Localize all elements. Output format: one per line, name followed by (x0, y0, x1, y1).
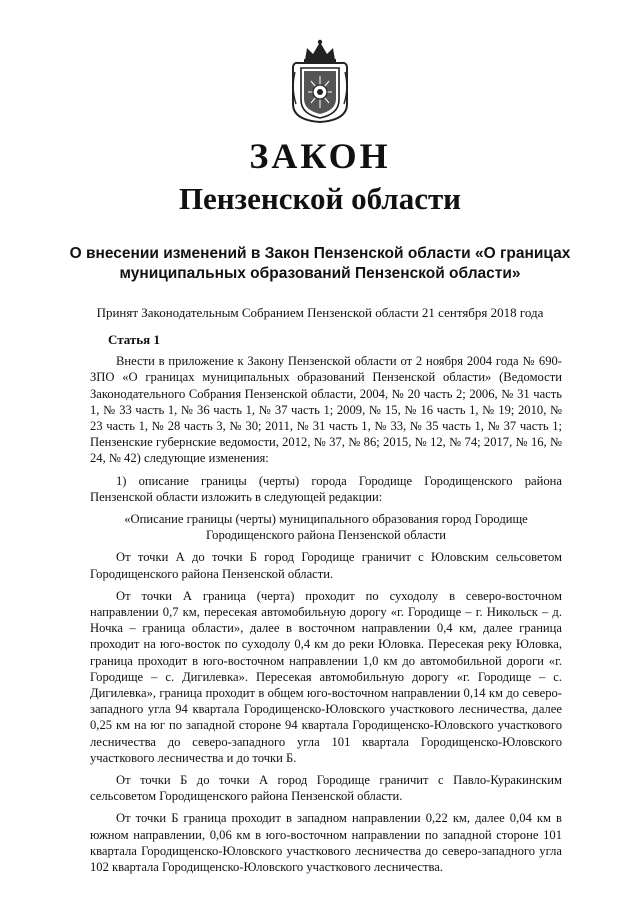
law-subject: О внесении изменений в Закон Пензенской области «О границах муниципальных образований Пензенской области» (69, 245, 571, 282)
coat-of-arms-icon (287, 38, 353, 124)
document-region: Пензенской области (178, 181, 462, 216)
document-title: ЗАКОН (249, 136, 391, 176)
article-heading: Статья 1 (108, 332, 160, 347)
boundary-paragraph: От точки Б до точки А город Городище граничит с Павло-Куракинским сельсоветом Городищенского района Пензенской области. (90, 773, 562, 804)
article-content (90, 332, 562, 881)
boundary-paragraph: От точки Б граница проходит в западном направлении 0,22 км, далее 0,04 км в южном направлении, 0,06 км в юго-восточном направлении по западной стороне 101 квартала Городищенско-Юловского участкового лесничества до северо-западного угла 102 квартала Городищенско-Юловского участкового лесничества. (90, 811, 562, 875)
boundary-paragraph: От точки А до точки Б город Городище граничит с Юловским сельсоветом Городищенского района Пензенской области. (90, 550, 562, 581)
article-paragraph: 1) описание границы (черты) города Городище Городищенского района Пензенской области изложить в следующей редакции: (90, 473, 562, 504)
article-paragraph: Внести в приложение к Закону Пензенской области от 2 ноября 2004 года № 690-ЗПО «О границах муниципальных образований Пензенской области» (Ведомости Законодательного Собрания Пензенской области, 2004, № 20 часть 2; 2006, № 31 часть 1, № 33 часть 1, № 36 часть 1, № 37 часть 1; 2009, № 15, № 16 часть 1, № 19; 2010, № 23 часть 1, № 28 часть 3, № 30; 2011, № 31 часть 1, № 33, № 35 часть 1, № 37 часть 1; Пензенские губернские ведомости, 2012, № 37, № 86; 2015, № 12, № 74; 2017, № 16, № 24, № 42) следующие изменения: (90, 354, 562, 466)
quoted-section-title: «Описание границы (черты) муниципального образования город Городище Городищенского района Пензенской области (124, 512, 528, 543)
adoption-note: Принят Законодательным Собранием Пензенской области 21 сентября 2018 года (96, 305, 544, 320)
boundary-paragraph: От точки А граница (черта) проходит по суходолу в северо-восточном направлении 0,7 км, пересекая автомобильную дорогу «г. Городище – г. Никольск – д. Ночка – граница области», далее в восточном направлении 0,4 км, далее граница проходит на юго-восток по суходолу 0,4 км до реки Юловка. Пересекая реку Юловка, граница проходит в юго-восточном направлении 1,0 км до автомобильной дороги «г. Городище – с. Дигилевка». Пересекая автомобильную дорогу «г. Городище – с. Дигилевка», граница проходит в общем юго-восточном направлении 0,14 км до северо-западного угла 94 квартала Городищенско-Юловского участкового лесничества, далее 0,25 км на юг по западной стороне 94 квартала Городищенско-Юловского участкового лесничества до северо-западного угла 101 квартала Городищенско-Юловского участкового лесничества и до точки Б. (90, 588, 562, 765)
